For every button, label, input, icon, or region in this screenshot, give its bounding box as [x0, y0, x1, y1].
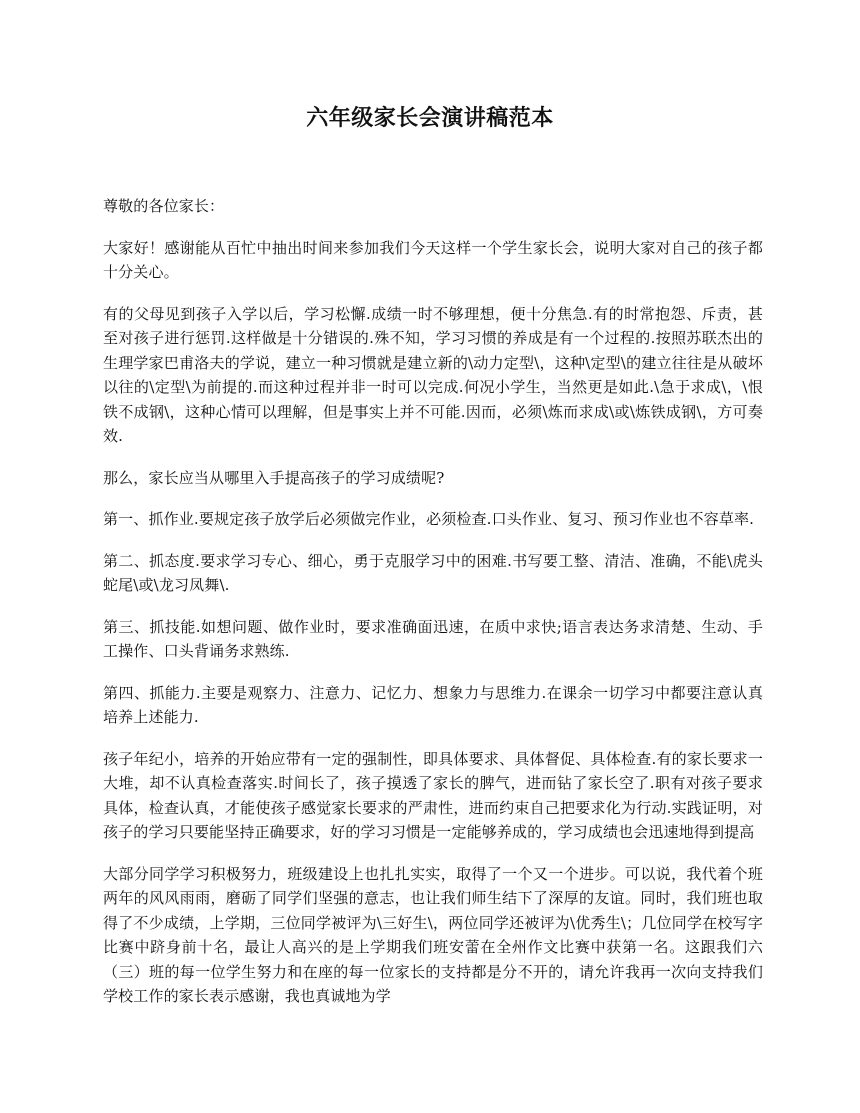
paragraph-point-homework: 第一、抓作业.要规定孩子放学后必须做完作业，必须检查.口头作业、复习、预习作业也不容草率.: [103, 510, 755, 528]
paragraph-point-skills: 第三、抓技能.如想问题、做作业时，要求准确面迅速，在质中求快;语言表达务求清楚、生动、手工操作、口头背诵务求熟练.: [103, 617, 763, 660]
paragraph-point-attitude: 第二、抓态度.要求学习专心、细心，勇于克服学习中的困难.书写要工整、清洁、准确，不能\虎头蛇尾\或\龙习凤舞\.: [103, 551, 763, 594]
paragraph-class-achievements: 大部分同学学习积极努力，班级建设上也扎扎实实，取得了一个又一个进步。可以说，我代着个班两年的风风雨雨，磨砺了同学们坚强的意志，也让我们师生结下了深厚的友谊。同时，我们班也取得了不少成绩，上学期，三位同学被评为\三好生\，两位同学还被评为\优秀生\；几位同学在校写字比赛中跻身前十名，最让人高兴的是上学期我们班安蕾在全州作文比赛中获第一名。这跟我们六（三）班的每一位学生努力和在座的每一位家长的支持都是分不开的，请允许我再一次向支持我们学校工作的家长表示感谢，我也真诚地为学: [103, 864, 763, 1005]
paragraph-habit-formation: 有的父母见到孩子入学以后，学习松懈.成绩一时不够理想，便十分焦急.有的时常抱怨、斥责，甚至对孩子进行惩罚.这样做是十分错误的.殊不知，学习习惯的养成是有一个过程的.按照苏联杰出的生理学家巴甫洛夫的学说，建立一种习惯就是建立新的\动力定型\，这种\定型\的建立往往是从破坏以往的\定型\为前提的.而这种过程并非一时可以完成.何况小学生，当然更是如此.\急于求成\，\恨铁不成钢\，这种心情可以理解，但是事实上并不可能.因而，必须\炼而求成\或\炼铁成钢\，方可奏效.: [103, 304, 763, 445]
paragraph-greeting: 大家好！感谢能从百忙中抽出时间来参加我们今天这样一个学生家长会，说明大家对自己的孩子都十分关心。: [103, 238, 763, 281]
document-title: 六年级家长会演讲稿范本: [306, 105, 554, 131]
paragraph-point-ability: 第四、抓能力.主要是观察力、注意力、记忆力、想象力与思维力.在课余一切学习中都要注意认真培养上述能力.: [103, 683, 763, 726]
paragraph-question: 那么，家长应当从哪里入手提高孩子的学习成绩呢?: [103, 468, 445, 487]
paragraph-salutation: 尊敬的各位家长：: [103, 197, 225, 215]
paragraph-requirements: 孩子年纪小，培养的开始应带有一定的强制性，即具体要求、具体督促、具体检查.有的家长要求一大堆，却不认真检查落实.时间长了，孩子摸透了家长的脾气，进而钻了家长空了.职有对孩子要求具体，检查认真，才能使孩子感觉家长要求的严肃性，进而约束自己把要求化为行动.实践证明，对孩子的学习只要能坚持正确要求，好的学习习惯是一定能够养成的，学习成绩也会迅速地得到提高: [103, 749, 763, 841]
document-body: [103, 194, 763, 1009]
